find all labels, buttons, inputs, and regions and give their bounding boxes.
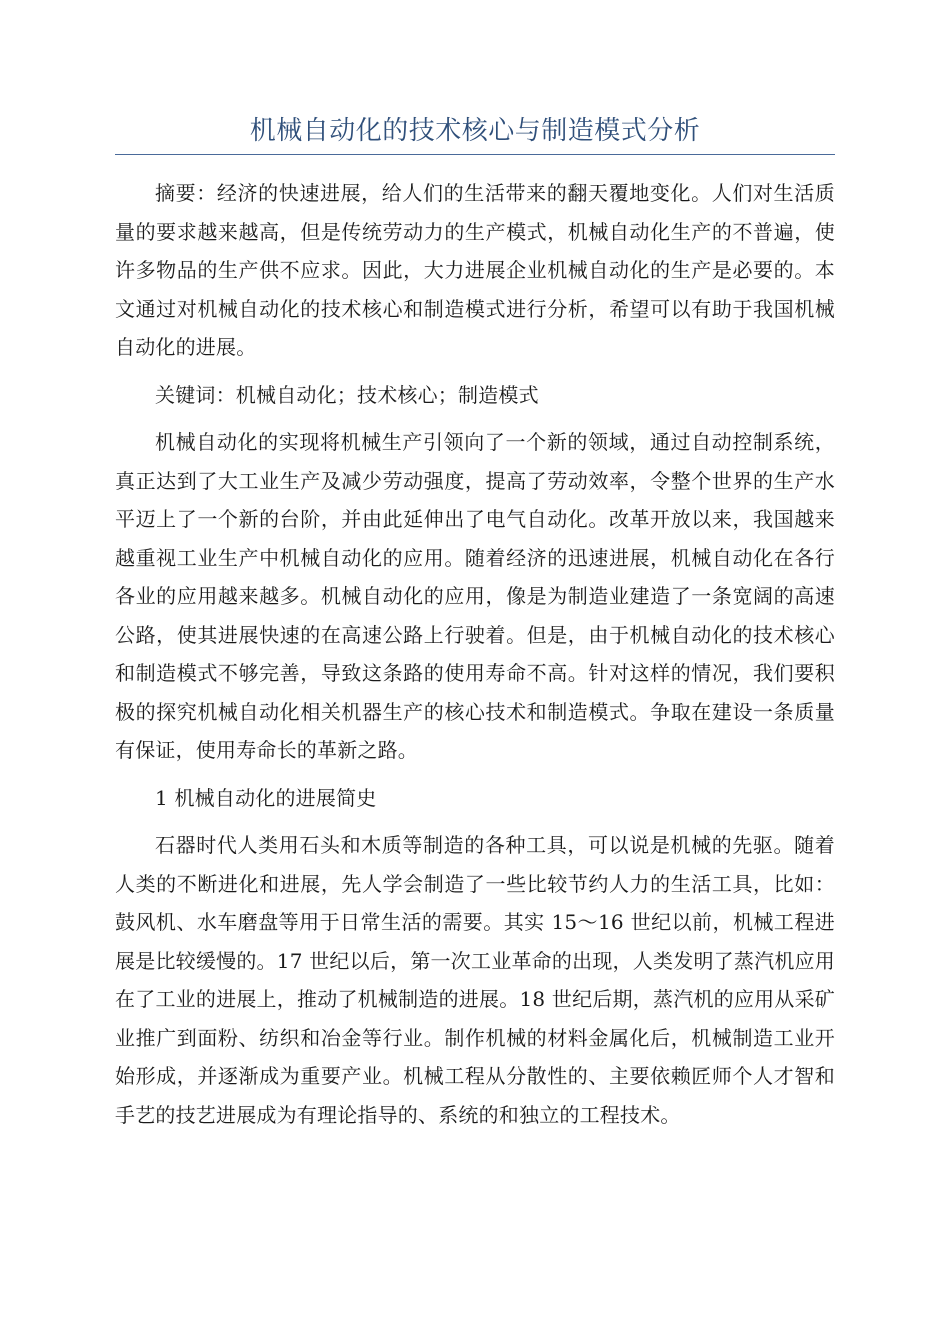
intro-paragraph: 机械自动化的实现将机械生产引领向了一个新的领域，通过自动控制系统，真正达到了大工业生产及减少劳动强度，提高了劳动效率，令整个世界的生产水平迈上了一个新的台阶，并由此延伸出了电气自动化。改革开放以来，我国越来越重视工业生产中机械自动化的应用。随着经济的迅速进展，机械自动化在各行各业的应用越来越多。机械自动化的应用，像是为制造业建造了一条宽阔的高速公路，使其进展快速的在高速公路上行驶着。但是，由于机械自动化的技术核心和制造模式不够完善，导致这条路的使用寿命不高。针对这样的情况，我们要积极的探究机械自动化相关机器生产的核心技术和制造模式。争取在建设一条质量有保证，使用寿命长的革新之路。 xyxy=(115,430,835,762)
section-paragraph: 石器时代人类用石头和木质等制造的各种工具，可以说是机械的先驱。随着人类的不断进化和进展，先人学会制造了一些比较节约人力的生活工具，比如：鼓风机、水车磨盘等用于日常生活的需要。其实 15～16 世纪以前，机械工程进展是比较缓慢的。17 世纪以后，第一次工业革命的出现，人类发明了蒸汽机应用在了工业的进展上，推动了机械制造的进展。18 世纪后期，蒸汽机的应用从采矿业推广到面粉、纺织和冶金等行业。制作机械的材料金属化后，机械制造工业开始形成，并逐渐成为重要产业。机械工程从分散性的、主要依赖匠师个人才智和手艺的技艺进展成为有理论指导的、系统的和独立的工程技术。 xyxy=(115,833,835,1127)
document-body xyxy=(115,174,835,1134)
title-underline xyxy=(115,154,835,155)
abstract-paragraph: 摘要：经济的快速进展，给人们的生活带来的翻天覆地变化。人们对生活质量的要求越来越高，但是传统劳动力的生产模式，机械自动化生产的不普遍，使许多物品的生产供不应求。因此，大力进展企业机械自动化的生产是必要的。本文通过对机械自动化的技术核心和制造模式进行分析，希望可以有助于我国机械自动化的进展。 xyxy=(115,181,835,359)
document-title: 机械自动化的技术核心与制造模式分析 xyxy=(249,116,701,146)
keywords-line: 关键词：机械自动化；技术核心；制造模式 xyxy=(155,382,539,407)
section-heading: 1 机械自动化的进展简史 xyxy=(155,785,377,810)
